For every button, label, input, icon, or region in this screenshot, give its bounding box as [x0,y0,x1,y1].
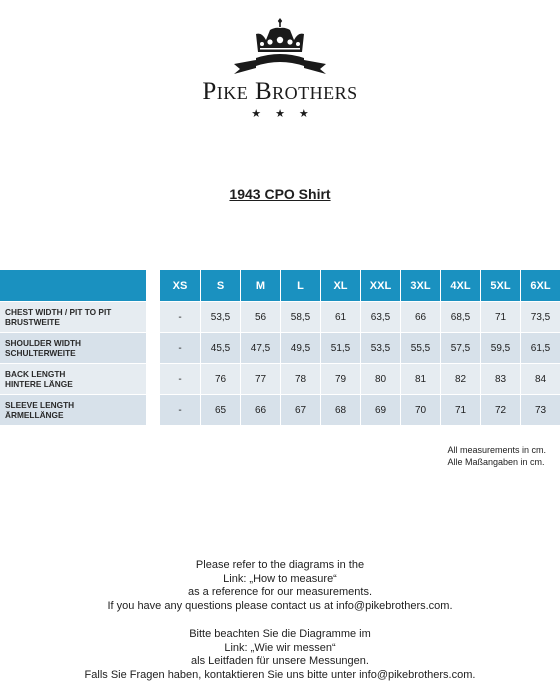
footer-line: Bitte beachten Sie die Diagramme im [189,628,371,640]
table-cell: 77 [240,363,280,394]
table-cell: 49,5 [280,332,320,363]
row-label-en: BACK LENGTH [5,369,66,379]
row-label-de: BRUSTWEITE [5,317,60,327]
row-label-chest [0,301,146,332]
table-cell: 71 [440,394,480,425]
table-cell: 63,5 [360,301,400,332]
table-cell: 76 [200,363,240,394]
footer-english [0,559,560,613]
row-label-en: SHOULDER WIDTH [5,338,82,348]
table-cell: 73,5 [520,301,560,332]
footer-line: Link: „How to measure“ [223,572,337,585]
footer-line: als Leitfaden für unsere Messungen. [191,655,369,667]
footer-line: Falls Sie Fragen haben, kontaktieren Sie uns bitte unter info@pikebrothers.com. [84,668,476,681]
row-label-back-length [0,363,146,394]
table-cell: 51,5 [320,332,360,363]
brand-logo [0,14,560,120]
measurement-note-en: All measurements in cm. [447,445,546,455]
row-label-de: HINTERE LÄNGE [5,379,73,389]
table-cell: 81 [400,363,440,394]
brand-name: Pike Brothers [202,78,358,105]
table-cell: 53,5 [360,332,400,363]
size-header: L [280,270,320,301]
table-cell: 80 [360,363,400,394]
table-cell: 67 [280,394,320,425]
table-row [160,332,560,363]
table-cell: 84 [520,363,560,394]
size-header: 6XL [520,270,560,301]
table-cell: 65 [200,394,240,425]
table-cell: 53,5 [200,301,240,332]
row-label-en: CHEST WIDTH / PIT TO PIT [5,307,112,317]
table-cell: 58,5 [280,301,320,332]
size-chart-values [160,270,560,425]
table-cell: 72 [480,394,520,425]
table-cell: 55,5 [400,332,440,363]
crown-ribbon-icon [220,14,340,82]
table-cell: 73 [520,394,560,425]
table-cell: 59,5 [480,332,520,363]
table-cell: 71 [480,301,520,332]
measurement-note-de: Alle Maßangaben in cm. [447,457,545,467]
table-cell: 82 [440,363,480,394]
size-header: XL [320,270,360,301]
row-label-shoulder [0,332,146,363]
table-cell: 70 [400,394,440,425]
table-cell: 78 [280,363,320,394]
size-chart-row-labels [0,270,146,425]
size-header: 4XL [440,270,480,301]
size-header: S [200,270,240,301]
table-cell: 66 [400,301,440,332]
size-header: 5XL [480,270,520,301]
table-cell: - [160,301,200,332]
table-cell: 66 [240,394,280,425]
table-cell: 61,5 [520,332,560,363]
row-label-de: SCHULTERWEITE [5,348,76,358]
table-row [160,301,560,332]
table-cell: 56 [240,301,280,332]
table-row [160,363,560,394]
table-cell: 45,5 [200,332,240,363]
row-label-sleeve [0,394,146,425]
size-header: 3XL [400,270,440,301]
table-cell: 68 [320,394,360,425]
table-row [160,394,560,425]
table-cell: 79 [320,363,360,394]
table-cell: 68,5 [440,301,480,332]
row-label-header [0,270,146,301]
table-cell: 69 [360,394,400,425]
brand-stars: ★★★ [251,108,323,120]
row-label-en: SLEEVE LENGTH [5,400,75,410]
table-cell: - [160,363,200,394]
table-cell: 83 [480,363,520,394]
size-header: M [240,270,280,301]
footer-line: Link: „Wie wir messen“ [224,641,336,654]
table-cell: 61 [320,301,360,332]
row-label-de: ÄRMELLÄNGE [5,410,64,420]
footer-line: If you have any questions please contact us at info@pikebrothers.com. [107,599,453,612]
table-cell: 57,5 [440,332,480,363]
product-title: 1943 CPO Shirt [229,186,331,202]
table-cell: 47,5 [240,332,280,363]
table-cell: - [160,394,200,425]
measurement-note [447,444,546,468]
footer-line: Please refer to the diagrams in the [195,559,365,571]
size-header-row [160,270,560,301]
size-header: XXL [360,270,400,301]
size-header: XS [160,270,200,301]
footer-german [0,628,560,682]
table-cell: - [160,332,200,363]
footer-line: as a reference for our measurements. [187,586,373,598]
